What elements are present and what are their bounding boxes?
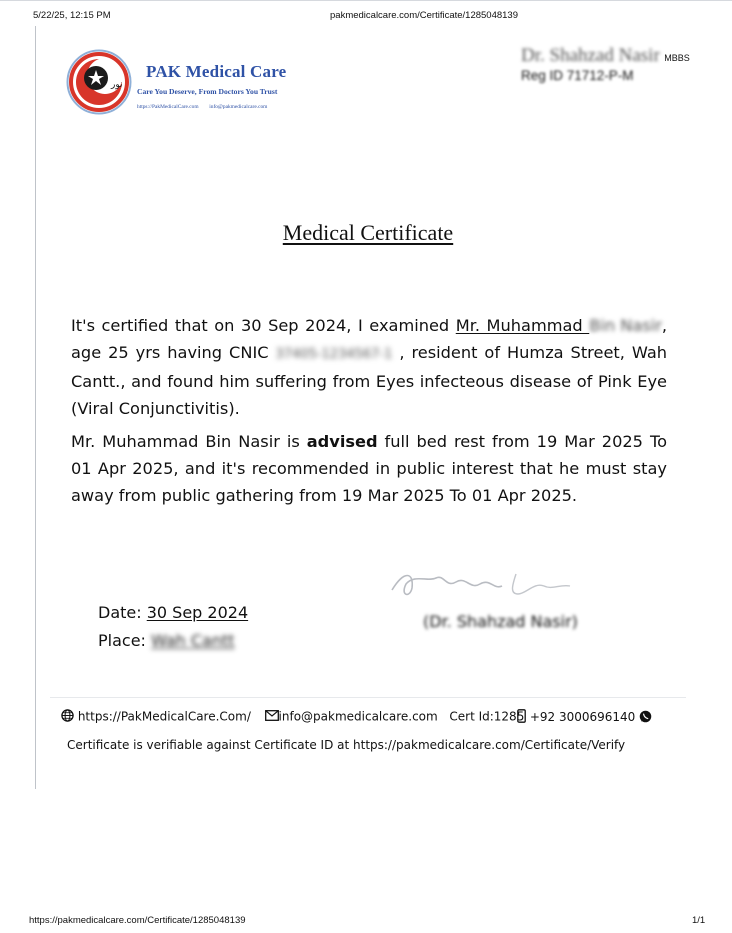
verify-note: Certificate is verifiable against Certificate ID at https://pakmedicalcare.com/Certificate/Verify	[67, 738, 626, 752]
doctor-reg-id: Reg ID 71712-P-M	[521, 68, 634, 83]
brand-links	[137, 104, 267, 110]
brand-website: https://PakMedicalCare.com	[137, 104, 199, 110]
footer-phone[interactable]: +92 3000696140	[529, 710, 636, 724]
place-value: Wah Cantt	[151, 631, 235, 650]
doctor-sign-name: (Dr. Shahzad Nasir)	[423, 612, 578, 631]
svg-text:ﻧﻮر: ﻧﻮر	[111, 80, 123, 90]
place-line: Place: Wah Cantt	[98, 631, 235, 650]
envelope-icon	[265, 710, 279, 724]
mobile-phone-icon	[517, 709, 526, 726]
footer-phone-row	[517, 709, 652, 726]
footer-divider	[50, 697, 686, 698]
certificate-paragraph-2: Mr. Muhammad Bin Nasir is advised full bed rest from 19 Mar 2025 To 01 Apr 2025, and it's recommended in public interest that he must stay away from public gathering from 19 Mar 2025 To 01 Apr 2025.	[71, 432, 667, 505]
patient-name: Mr. Muhammad Bin Nasir	[455, 316, 662, 335]
patient-cnic: 37405-1234567-1	[275, 347, 393, 362]
certificate-paragraph-1: It's certified that on 30 Sep 2024, I examined Mr. Muhammad Bin Nasir, age 25 yrs having CNIC 37405-1234567-1 , resident of Humza Street, Wah Cantt., and found him suffering from Eyes infecteous disease of Pink Eye (Viral Conjunctivitis).	[71, 316, 668, 418]
page-top-border	[0, 0, 732, 1]
doctor-header	[521, 45, 690, 67]
doctor-name: Dr. Shahzad Nasir	[521, 45, 660, 66]
doctor-signature	[384, 560, 594, 606]
print-datetime: 5/22/25, 12:15 PM	[33, 10, 111, 21]
footer-email-link[interactable]: info@pakmedicalcare.com	[278, 709, 438, 724]
print-url: pakmedicalcare.com/Certificate/1285048139	[330, 10, 518, 21]
footer-website-link[interactable]: https://PakMedicalCare.Com/	[77, 709, 251, 724]
certificate-title: Medical Certificate	[282, 220, 454, 245]
whatsapp-icon	[639, 710, 652, 726]
globe-icon	[61, 709, 74, 725]
brand-name: PAK Medical Care	[146, 62, 287, 81]
footer-contact-row	[61, 709, 524, 725]
brand-email: info@pakmedicalcare.com	[209, 104, 268, 110]
advised-bold: advised	[306, 432, 378, 451]
left-margin-line	[35, 26, 36, 789]
date-line: Date: 30 Sep 2024	[98, 603, 249, 622]
date-value: 30 Sep 2024	[146, 603, 249, 622]
clinic-logo	[66, 49, 132, 115]
brand-tagline: Care You Deserve, From Doctors You Trust	[137, 87, 278, 96]
print-footer-url: https://pakmedicalcare.com/Certificate/1285048139	[29, 915, 246, 926]
print-page-number: 1/1	[692, 915, 706, 926]
footer-cert-id: Cert Id:1285	[449, 709, 525, 724]
doctor-qualification: MBBS	[664, 53, 690, 63]
